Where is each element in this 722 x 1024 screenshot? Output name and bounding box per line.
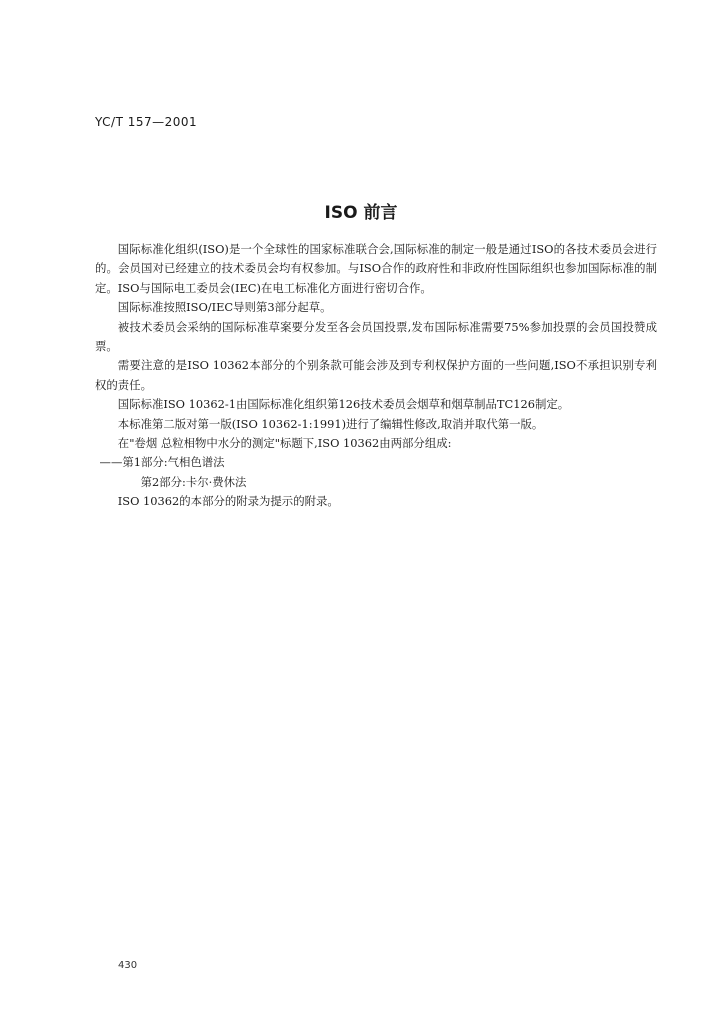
standard-code: YC/T 157—2001	[95, 115, 198, 129]
paragraph: 被技术委员会采纳的国际标准草案要分发至各会员国投票,发布国际标准需要75%参加投票的会员国投赞成票。	[95, 319, 657, 354]
paragraph: 国际标准按照ISO/IEC导则第3部分起草。	[117, 300, 332, 315]
paragraph: 本标准第二版对第一版(ISO 10362-1:1991)进行了编辑性修改,取消并取代第一版。	[117, 416, 544, 431]
page-number: 430	[118, 960, 138, 971]
paragraph: 在"卷烟 总粒相物中水分的测定"标题下,ISO 10362由两部分组成:	[117, 436, 452, 451]
paragraph: 国际标准化组织(ISO)是一个全球性的国家标准联合会,国际标准的制定一般是通过ISO的各技术委员会进行的。会员国对已经建立的技术委员会均有权参加。与ISO合作的政府性和非政府性国际组织也参加国际标准的制定。ISO与国际电工委员会(IEC)在电工标准化方面进行密切合作。	[95, 242, 657, 295]
page-title: ISO 前言	[324, 203, 398, 223]
paragraph: 需要注意的是ISO 10362本部分的个别条款可能会涉及到专利权保护方面的一些问题,ISO不承担识别专利权的责任。	[95, 358, 657, 392]
preface-body	[95, 240, 657, 512]
paragraph: ISO 10362的本部分的附录为提示的附录。	[117, 494, 339, 509]
list-item: ——第1部分:气相色谱法	[99, 455, 225, 470]
paragraph: 国际标准ISO 10362-1由国际标准化组织第126技术委员会烟草和烟草制品TC126制定。	[117, 397, 570, 412]
list-item: 第2部分:卡尔·费休法	[140, 474, 247, 489]
